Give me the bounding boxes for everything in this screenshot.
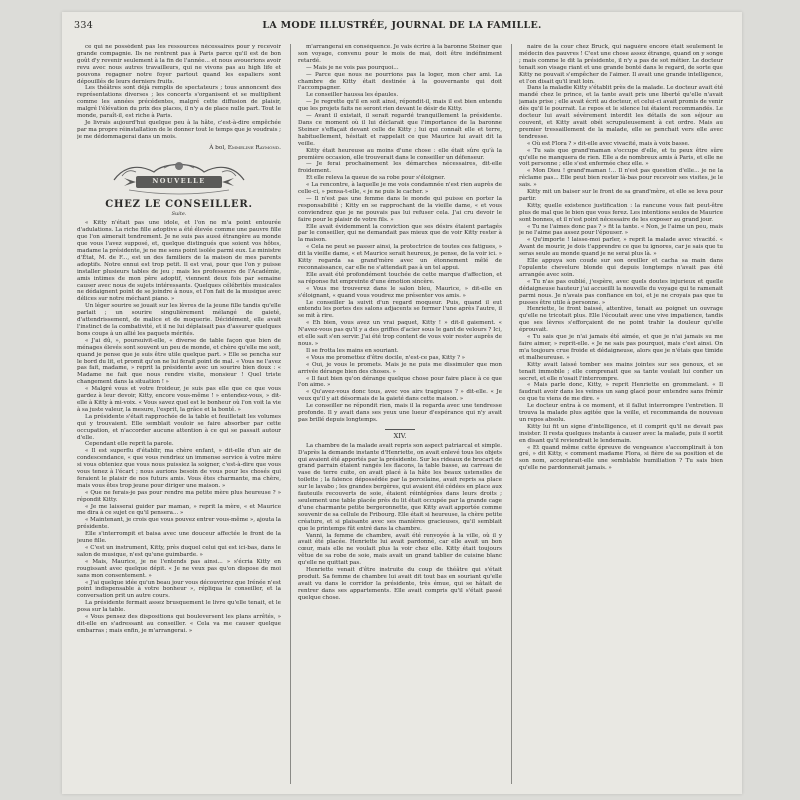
paragraph: Il se frotta les mains en souriant. bbox=[306, 347, 399, 354]
paragraph: « Tu ne l'aimes donc pas ? » fit la tante. « Non, je l'aime un peu, mais je ne l'aime pas assez pour l'épouser. » bbox=[519, 223, 723, 237]
paragraph: « Vous me promettez d'être docile, n'est-ce pas, Kitty ? » bbox=[306, 354, 466, 361]
column-1 bbox=[77, 44, 281, 784]
signature bbox=[77, 145, 281, 152]
column-divider bbox=[511, 44, 512, 784]
paragraph: Le docteur entra à ce moment, et il fallut interrompre l'entretien. Il trouva la malade plus agitée que la veille, et recommanda de nouveau un repos absolu. bbox=[519, 403, 723, 423]
paragraph: « J'ai dû, », poursuivit-elle, « diverse de table façon que bien de ménages élevés sont souvent un peu de monde, et chère qu'elle me soit, quand je pense que je suis être utile quelque part. » Elle se pencha sur le bord du lit, et promit qu'on ne lui ferait point de mal. « Vous ne l'avez pas fait, madame, » reprit la présidente avec un sourire bien doux : « Madame ne fait que nous rendre visite, monsieur ! Quel triste changement dans la situation ! » bbox=[77, 337, 281, 386]
column-divider bbox=[290, 44, 291, 784]
column-3 bbox=[519, 44, 723, 784]
banner-label: NOUVELLE bbox=[152, 176, 206, 185]
paragraph: « Qu'importe ! laisse-moi parler, » reprit la malade avec vivacité. « Avant de mourir, je dois t'apprendre ce que tu ignores, car je sais que tu seras seule au monde quand je ne serai plus là. » bbox=[519, 237, 723, 258]
paragraph: « Mais, Maurice, je ne l'entends pas ainsi... » s'écria Kitty en rougissant avec quelque dépit. « Je ne veux pas qu'on dispose de moi sans mon consentement. » bbox=[77, 558, 281, 579]
story-title: CHEZ LE CONSEILLER. bbox=[105, 198, 253, 210]
paragraph: Kitty lui fit un signe d'intelligence, et il comprit qu'il ne devait pas insister. Il resta quelques instants à causer avec la malade, puis il sortit en disant qu'il reviendrait le lendemain. bbox=[519, 423, 723, 444]
paragraph: « Où est Flora ? » dit-elle avec vivacité, mais à voix basse. bbox=[527, 140, 690, 147]
nouvelle-banner bbox=[104, 158, 254, 198]
page-number: 334 bbox=[74, 20, 94, 31]
paragraph: — Je ferai prochainement les démarches nécessaires, dit-elle froidement. bbox=[298, 161, 502, 175]
paragraph: Kitty mit un baiser sur le front de sa grand'mère, et elle se leva pour partir. bbox=[519, 189, 723, 202]
paragraph: « Qu'avez-vous donc tous, avec vos airs tragiques ? » dit-elle. « Je veux qu'il y ait désormais de la gaieté dans cette maison. » bbox=[298, 389, 502, 403]
paragraph: « Et quand même cette épreuve de vengeance s'accomplirait à ton gré, » dit Kitty, « comment madame Flora, si fière de sa position et de son nom, accepterait-elle une semblable humiliation ? Tu sais bien qu'elle ne pardonnerait jamais. » bbox=[519, 444, 723, 472]
paragraph: « J'ai quelque idée qu'un beau jour vous découvrirez que Irénée n'est point indispensable à votre bonheur », répliqua le conseiller, et la conversation prit un autre cours. bbox=[77, 579, 281, 600]
paragraph: Le conseiller ne répondit rien, mais il la regarda avec une tendresse profonde. Il y avait dans ses yeux une lueur d'espérance qui n'y avait pas brillé depuis longtemps. bbox=[298, 403, 502, 423]
paragraph: m'arrangerai en conséquence. Je vais écrire à la baronne Steiner que son voyage, convenu pour le mois de mai, doit être indéfiniment retardé. bbox=[298, 44, 502, 64]
paragraph: Kitty était heureuse au moins d'une chose : elle était sûre qu'à la première occasion, elle trouverait dans le conseiller un défenseur. bbox=[298, 147, 502, 161]
paragraph: « Kitty n'était pas une idole, et l'on ne m'a point entourée d'adulations. La riche fille adoptive a été élevée comme une pauvre fille que l'on aimerait tendrement. Je ne suis pas aussi étrangère au monde que vous l'avez supposé, et, quelque distingués que soient vos hôtes, madame la présidente, je ne me sens point isolée parmi eux. Le ministre d'État, M. de F..., est un des familiers de la maison de mes parents adoptifs. Notre ennui est trop petit. Il est vrai, pour que l'on y puisse installer plusieurs tables de jeu ; mais les professeurs de l'Académie, amis intimes de mon père adoptif, viennent deux fois par semaine causer avec nous de sujets intéressants. Quelques célébrités musicales ne dédaignent point de se joindre à nous, et l'on fait de la musique avec délices sur notre méchant piano. » bbox=[77, 220, 281, 303]
signature-prefix: À bol, bbox=[209, 144, 227, 151]
paragraph: Elle appuya son coude sur son oreiller et cacha sa main dans l'opulente chevelure blonde qui depuis longtemps n'avait pas été arrangée avec soin. bbox=[519, 258, 723, 278]
paragraph: « Il faut bien qu'on dérange quelque chose pour faire place à ce que l'on aime. » bbox=[298, 375, 502, 389]
paragraph: Elle avait évidemment la conviction que ses désirs étaient partagés par le conseiller, qui ne demandait pas mieux que de voir Kitty rester à la maison. bbox=[298, 223, 502, 244]
paragraph: « Mais parle donc, Kitty, » reprit Henriette en grommelant. « Il faudrait avoir dans les veines un sang glacé pour entendre sans frémir ce que tu viens de me dire. » bbox=[519, 382, 723, 403]
paragraph: ce qui ne possèdent pas les ressources nécessaires pour y recevoir grande compagnie. Ils ne rentrent pas à Paris parce qu'il est de bon goût d'y revenir seulement à la fin de l'année... et nous avouerions avoir revu avec nous autres travailleurs, qui ne vivons pas au high life et pouvons regagner notre foyer partout quand les espaliers sont dépouillés de leurs derniers fruits. bbox=[77, 44, 281, 85]
paragraph: naire de la cour chez Bruck, qui naguère encore était seulement le médecin des pauvres ! C'est une chose assez étrange, quand on y songe ; mais comme le dit la présidente, il n'y a pas de sot métier. Le docteur tenait son visage riant et une grande bonté dans le regard, de sorte que Kitty ne pouvait s'empêcher de l'aimer. Il avait une grande intelligence, et l'on disait qu'il irait loin. bbox=[519, 44, 723, 85]
paragraph: Le conseiller haussa les épaules. bbox=[306, 92, 399, 99]
paragraph: — Mais je ne vois pas pourquoi... bbox=[306, 64, 399, 71]
paragraph: Je livrais aujourd'hui quelque peu à la hâte, c'est-à-dire empêchée par ma propre réinstallation de le donner tout le temps que je voudrais ; je me dédommagerai dans un mois. bbox=[77, 119, 281, 140]
paragraph: Dans la maladie Kitty s'établit près de la malade. Le docteur avait été mandé chez le prince, et la tante avait pris une liberté qu'elle n'avait jamais prise ; elle avait écrit au docteur, et celui-ci avait promis de venir dès qu'il le pourrait. Le repos et le silence lui étaient recommandés. Le docteur lui avait sévèrement interdit les détails de son séjour au couvent, et Kitty avait obéi scrupuleusement à cet ordre. Mais au premier tressaillement de la malade, elle se penchait vers elle avec tendresse. bbox=[519, 85, 723, 140]
journal-title: LA MODE ILLUSTRÉE, JOURNAL DE LA FAMILLE. bbox=[262, 20, 542, 31]
paragraph: Kitty avait laissé tomber ses mains jointes sur ses genoux, et se tenait immobile ; elle comprenait que sa tante voulait lui confier un secret, et elle n'osait l'interrompre. bbox=[519, 361, 723, 382]
signature-author: Emmeline Raymond. bbox=[227, 144, 281, 151]
paragraph: « Cela ne peut se passer ainsi, la protectrice de toutes ces fatigues, » dit la vieille dame, « et Maurice serait heureux, je pense, de la voir ici. » Kitty regarda sa grand'mère avec un étonnement mêlé de reconnaissance, car elle ne s'attendait pas à un tel appui. bbox=[298, 244, 502, 271]
paragraph: Elle avait été profondément touchée de cette marque d'affection, et sa réponse fut empreinte d'une émotion sincère. bbox=[298, 271, 502, 285]
paragraph: « Eh bien, vous avez un vrai paquet, Kitty ! » dit-il gaiement. « N'avez-vous pas qu'il y a des griffes d'acier sous le gant de velours ? Ici, et elle sait s'en servir. J'ai été trop content de vous voir rester auprès de nous. » bbox=[298, 320, 502, 347]
paragraph: Cependant elle reprit la parole. bbox=[85, 441, 174, 448]
paragraph: — Je regrette qu'il en soit ainsi, répondit-il, mais il est bien entendu que les projets faits ne seront rien devant le désir de Kitty. bbox=[298, 99, 502, 113]
paragraph: « Mon Dieu ! grand'maman !... Il n'est pas question d'elle... je ne la réclame pas... Elle peut bien rester là-bas pour recevoir ses visites, je le sais. » bbox=[519, 168, 723, 189]
column-2 bbox=[298, 44, 502, 784]
paragraph: Elle s'interrompit et baisa avec une douceur affectée le front de la jeune fille. bbox=[77, 531, 281, 545]
paragraph: Le conseiller la suivit d'un regard moqueur. Puis, quand il eut entendu les portes des salons adjacents se fermer l'une après l'autre, il se mit à rire. bbox=[298, 299, 502, 320]
paragraph: « Que ne ferais-je pas pour rendre ma petite mère plus heureuse ? » répondit Kitty. bbox=[77, 489, 281, 503]
paragraph: Kitty, quelle existence justification : la rancune vous fait peut-être plus de mal que le bien que vous ferez. Les intentions seules de Maurice sont bonnes, et il n'est point nécessaire de les exposer au grand jour. bbox=[519, 202, 723, 223]
newspaper-page bbox=[62, 12, 742, 794]
chapter-rule bbox=[385, 429, 415, 430]
paragraph: « Malgré vous et votre froideur, je suis pas elle que ce que vous gardez à leur devoir, Kitty, encore vous-même ! » entendez-vous, » dit-elle à Kitty à mi-voix. « Vous savez quel est le bonheur où l'on voit la vie à sa juste valeur, la mesure, l'esprit, la grâce et la bonté. » bbox=[77, 386, 281, 413]
paragraph: Un léger sourire se jouait sur les lèvres de la jeune fille tandis qu'elle parlait ; un sourire singulièrement mélangé de gaieté, d'attendrissement, de malice et de moquerie. Décidément, elle avait l'instinct de la combativité, et il ne lui déplaisait pas d'assurer quelques bons coups à un allié les paquets mérités. bbox=[77, 303, 281, 337]
paragraph: « Tu n'as pas oublié, j'espère, avec quels doutes injurieux et quelle dédaigneuse hauteur j'ai accueilli la nouvelle du voyage qui te ramenait parmi nous. Je n'avais pas confiance en toi, et je ne croyais pas que tu pusses être utile à personne. » bbox=[519, 278, 723, 306]
paragraph: « Tu sais que grand'maman s'occupe d'elle, et tu peux être sûre qu'elle ne manquera de rien. Elle a de nombreux amis à Paris, et elle ne voit personne ; elle s'est enfermée chez elle. » bbox=[519, 147, 723, 168]
paragraph: — Il n'est pas une femme dans le monde qui puisse en porter la responsabilité ; Kitty en se rapprochant de la vieille dame, « et vous conviendrez que je ne pouvais pas lui refuser cela. J'ai cru devoir le faire pour le plaisir de votre fils. » bbox=[298, 195, 502, 223]
paragraph: « Je me laisserai guider par maman, » reprit la mère, « et Maurice me dira à ce sujet ce qu'il pensera... » bbox=[77, 503, 281, 517]
paragraph: « Vous me trouverez dans le salon bleu, Maurice, » dit-elle en s'éloignant, « quand vous voudrez me présenter vos amis. » bbox=[298, 285, 502, 299]
paragraph: « La rencontre, à laquelle je me vois condamnée n'est rien auprès de celle-ci, » pensa-t-elle, « je ne puis le cacher. » bbox=[298, 182, 502, 196]
paragraph: « C'est un instrument, Kitty, près duquel celui qui est ici-bas, dans le salon de musique, n'est qu'une guimbarde. » bbox=[77, 545, 281, 558]
paragraph: — Parce que nous ne pourrions pas la loger, mon cher ami. La chambre de Kitty était destinée à la gouvernante qui doit l'accompagner. bbox=[298, 71, 502, 92]
paragraph: Henriette venait d'être instruite du coup de théâtre qui s'était produit. Sa femme de chambre lui avait dit tout bas en souriant qu'elle avait vu dans le corridor la présidente, très émue, qui se hâtait de rentrer dans ses appartements. Elle avait compris qu'il s'était passé quelque chose. bbox=[298, 567, 502, 601]
chapter-heading: XIV. bbox=[393, 431, 407, 440]
paragraph: « Oui, je vous le promets. Mais je ne puis me dissimuler que mon arrivée dérange bien des choses. » bbox=[298, 361, 502, 375]
paragraph: « Il est superflu d'établir, ma chère enfant, » dit-elle d'un air de condescendance, « que vous rendriez un immense service à votre mère si vous obteniez que vous nous puissiez la soigner, c'est-à-dire que vous vous tenez à l'écart ; nous aurions besoin de vous pour les chosés qui feraient le plaisir de nos futurs amis. Vous êtes charmante, ma chère, mais vous êtes trop jeune pour diriger une maison. » bbox=[77, 448, 281, 489]
paragraph: — Avant il existait, il serait regardé tranquillement la présidente. Dans ce moment où il lui déclarait que l'importance de la baronne Steiner s'effaçait devant celle de Kitty ; lui qui connaît elle et terre, habituellement, hésitait et rappelait ce que Maurice lui avait dit la veille. bbox=[298, 113, 502, 147]
paragraph: « Maintenant, je crois que vous pouvez entrer vous-même », ajouta la présidente. bbox=[77, 517, 281, 531]
story-suite: Suite. bbox=[171, 210, 187, 217]
paragraph: La présidente s'était rapprochée de la table et feuilletait les volumes qui y trouvaient. Elle semblait vouloir se faire absorber par cette occupation, et n'accorder aucune attention à ce qui se passait autour d'elle. bbox=[77, 413, 281, 441]
paragraph: « Vous pensez des dispositions qui bouleversent les plans arrêtés, » dit-elle en s'adressant au conseiller. « Cela va me causer quelque embarras ; mais enfin, je m'arrangerai. » bbox=[77, 614, 281, 634]
paragraph: La présidente fermait assez brusquement le livre qu'elle tenait, et le posa sur la table. bbox=[77, 600, 281, 614]
paragraph: « Tu sais que je n'ai jamais été aimée, et que je n'ai jamais su me faire aimer, » reprit-elle. « Je ne sais pas pourquoi, mais c'est ainsi. On m'a toujours crue froide et dédaigneuse, alors que je n'étais que timide et malheureuse. » bbox=[519, 334, 723, 361]
paragraph: Les théâtres sont déjà remplis de spectateurs ; tous annoncent des représentations diverses ; les concerts s'organisent et se multiplient comme les années précédentes, malgré cette diffusion de plaisir, malgré l'élévation du prix des places, il n'y a de place nulle part. Tout le monde, paraît-il, est riche à Paris. bbox=[77, 85, 281, 120]
paragraph: Henriette, le front baissé, attentive, tenait au poignet un ouvrage qu'elle ne tricotait plus. Elle l'écoutait avec une vive impatience, tandis que ses lèvres s'efforçaient de ne point trahir la douleur qu'elle éprouvait. bbox=[519, 306, 723, 334]
paragraph: La chambre de la malade avait repris son aspect patriarcal et simple. D'après la demande instante d'Henriette, on avait enlevé tous les objets qui avaient été apportés par la présidente. Sur les rideaux de brocart de grand parrain étaient rangés les flacons, la table basse, au carreau de vase de terre cuite, on avait placé à la hâte les beaux ustensiles de toilette ; la faïence dépossédée par la porcelaine, avait repris sa place sur le lavabo ; les grandes bergères, qui avaient été cédées en place aux fauteuils recouverts de soie, étaient réintégrées dans leurs droits ; seulement une table placée près du lit était occupée par la grande cage d'une charmante petite bergeronnette, que Kitty avait apportée comme souvenir de sa cellule de Fribourg. Elle était si heureuse, la chère petite créature, et si plaisante avec ses manières gracieuses, qu'il semblait que le printemps fût entré dans la chambre. bbox=[298, 442, 502, 532]
paragraph: Et elle releva la queue de sa robe pour s'éloigner. bbox=[306, 175, 446, 182]
paragraph: Vanni, la femme de chambre, avait été renvoyée à la ville, où il y avait été placée. Henriette lui avait pardonné, car elle avait un bon cœur, mais elle ne voulait plus la voir chez elle. Kitty était toujours vêtue de sa robe de soie, mais avait un grand tablier de cuisine blanc qu'elle ne quittait pas. bbox=[298, 532, 502, 567]
